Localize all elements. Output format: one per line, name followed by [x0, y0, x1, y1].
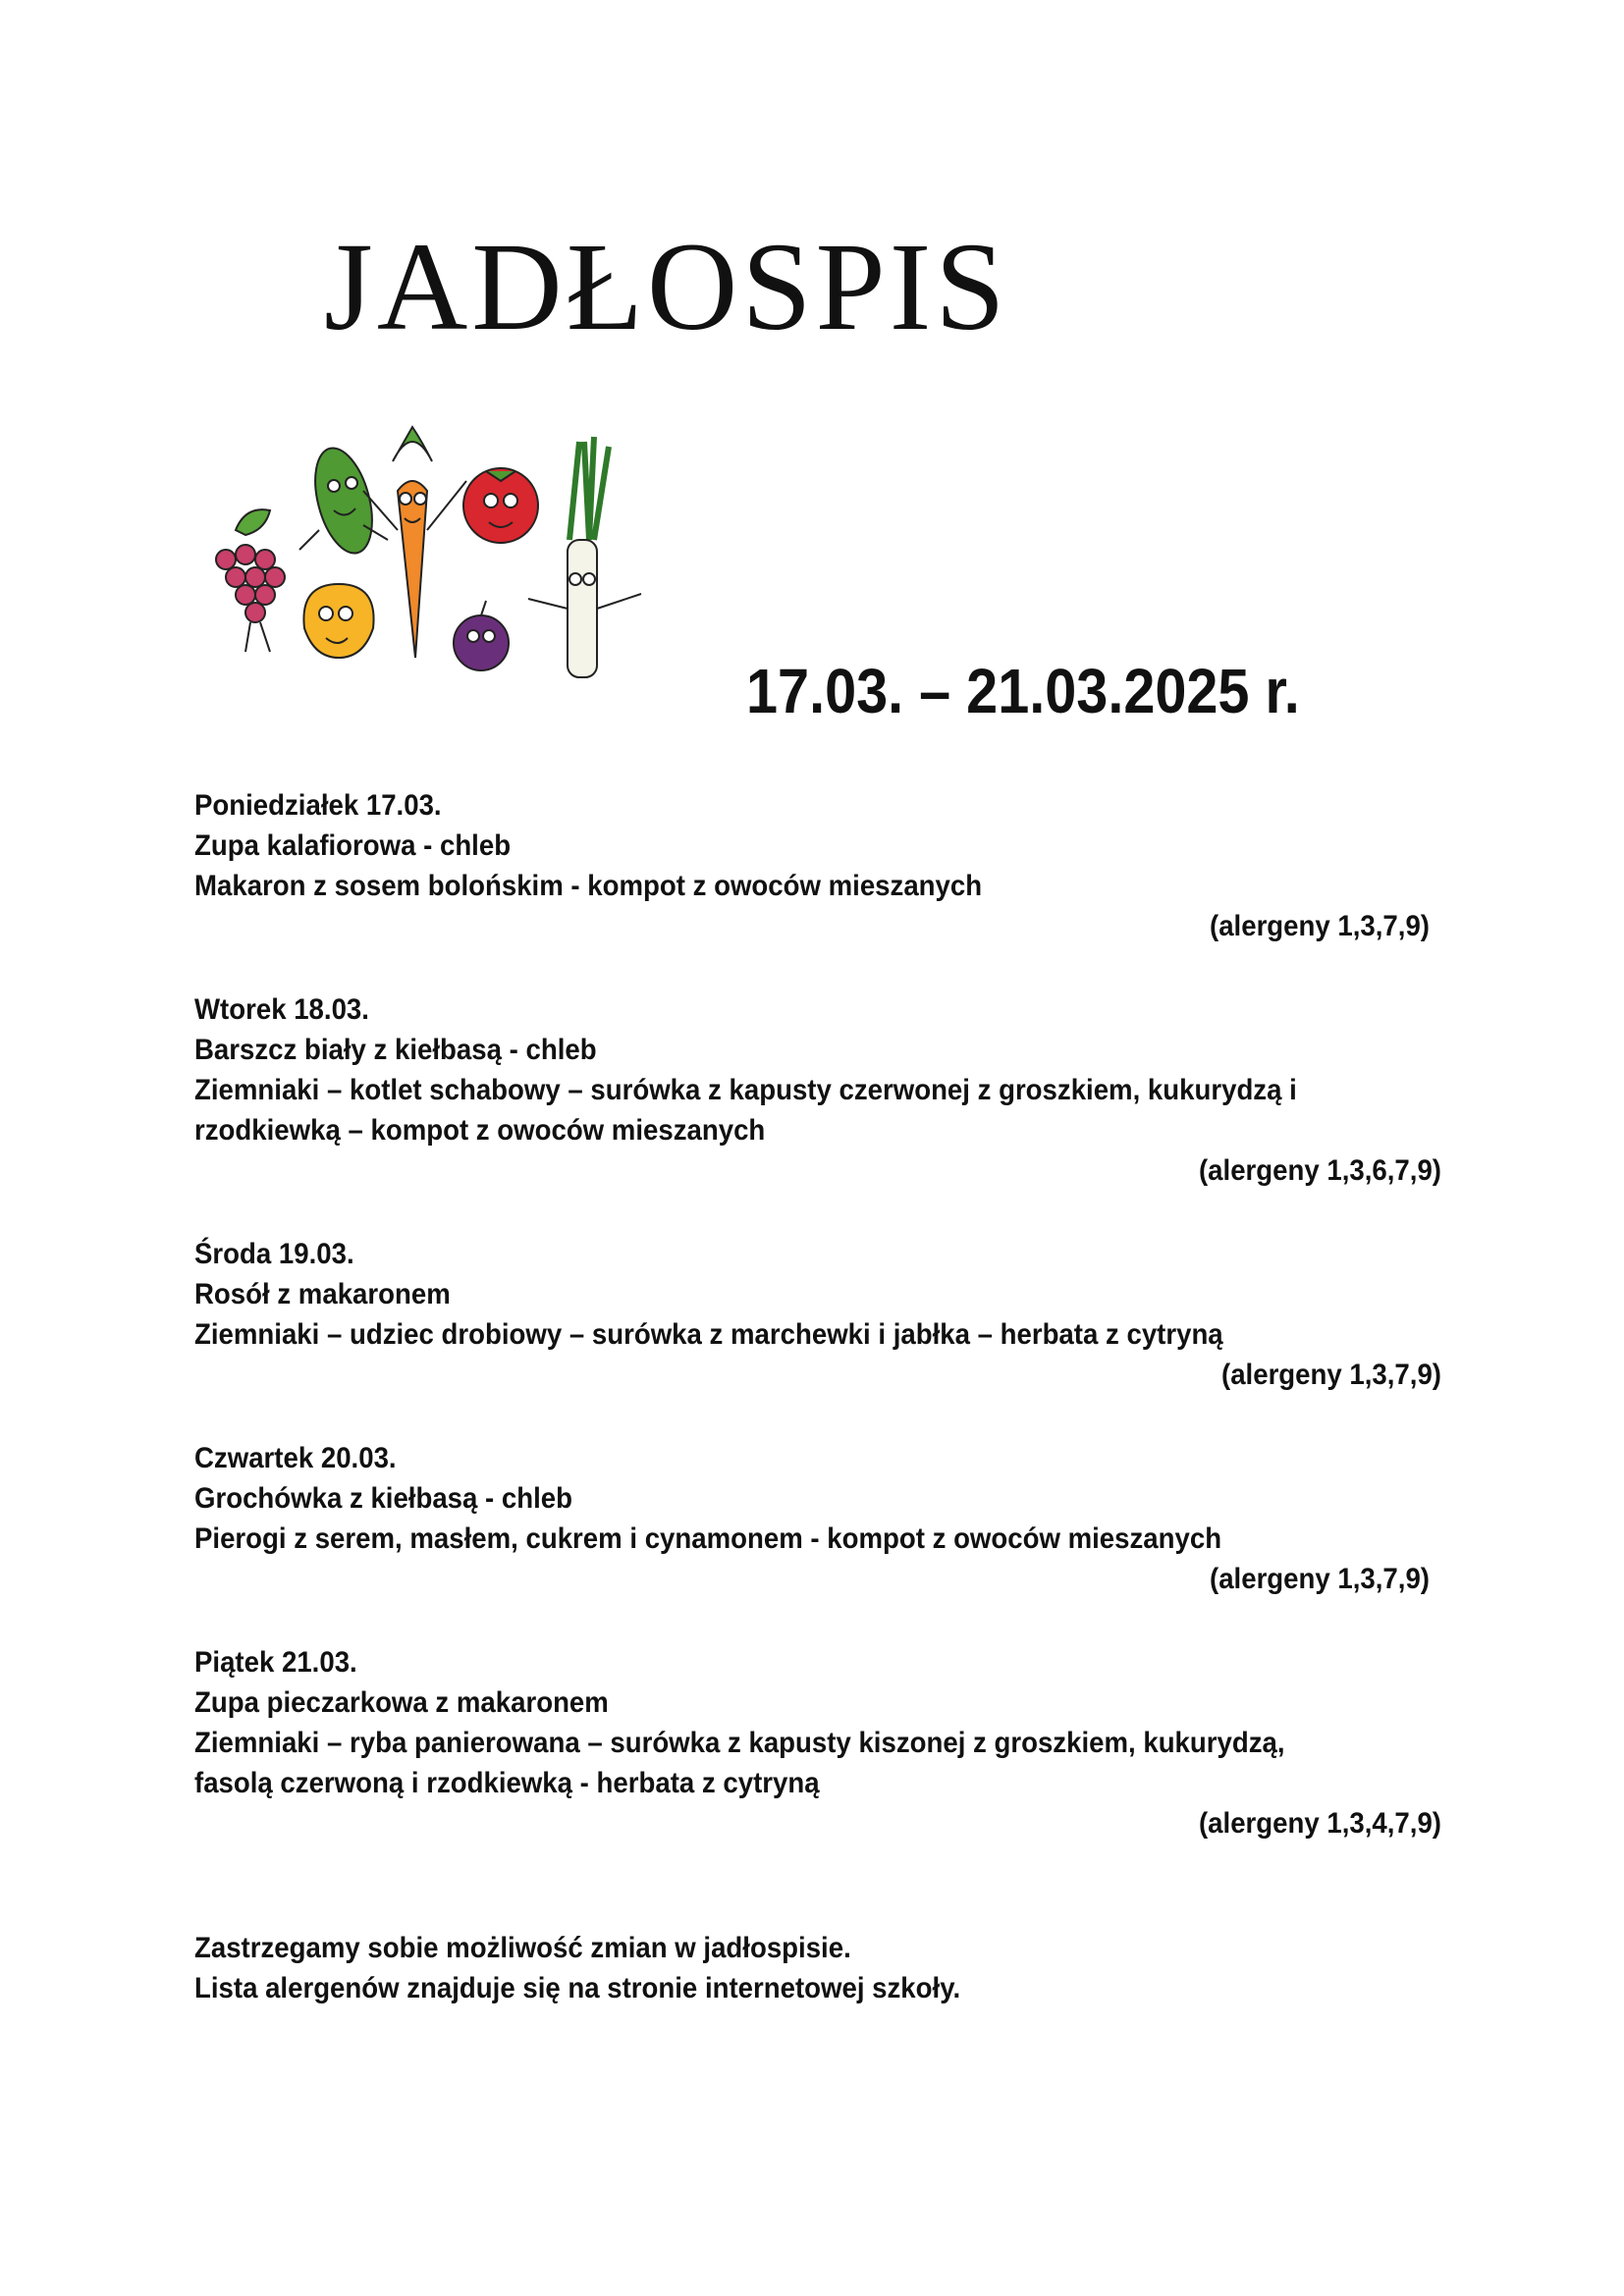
dish-line: rzodkiewką – kompot z owoców mieszanych	[194, 1114, 766, 1147]
allergens-note: (alergeny 1,3,4,7,9)	[1198, 1807, 1441, 1840]
dish-line: Makaron z sosem bolońskim - kompot z owoców mieszanych	[194, 870, 983, 902]
day-header: Czwartek 20.03.	[194, 1442, 397, 1474]
dish-line: Pierogi z serem, masłem, cukrem i cynamonem - kompot z owoców mieszanych	[194, 1522, 1222, 1555]
day-thursday	[194, 1438, 1441, 1599]
allergens-note: (alergeny 1,3,7,9)	[1221, 1359, 1441, 1391]
allergens-note: (alergeny 1,3,7,9)	[1210, 910, 1430, 942]
day-header: Poniedziałek 17.03.	[194, 789, 442, 822]
footer-line: Lista alergenów znajduje się na stronie internetowej szkoły.	[194, 1972, 961, 2004]
dish-line: Zupa kalafiorowa - chleb	[194, 829, 512, 862]
day-header: Piątek 21.03.	[194, 1646, 357, 1679]
allergens-note: (alergeny 1,3,6,7,9)	[1198, 1154, 1441, 1187]
dish-line: Barszcz biały z kiełbasą - chleb	[194, 1034, 597, 1066]
plum-icon	[454, 601, 509, 670]
cucumber-icon	[299, 442, 388, 560]
day-header: Wtorek 18.03.	[194, 993, 369, 1026]
footer-notes	[194, 1928, 1027, 2008]
grapes-icon	[216, 509, 285, 652]
leek-icon	[528, 437, 641, 677]
day-wednesday	[194, 1234, 1441, 1395]
page-title: JADŁOSPIS	[324, 217, 1009, 356]
pepper-icon	[303, 584, 373, 658]
allergens-note: (alergeny 1,3,7,9)	[1210, 1563, 1430, 1595]
day-friday	[194, 1642, 1441, 1843]
day-tuesday	[194, 989, 1441, 1191]
carrot-icon	[363, 427, 466, 658]
dish-line: Ziemniaki – kotlet schabowy – surówka z kapusty czerwonej z groszkiem, kukurydzą i	[194, 1074, 1297, 1106]
weekly-menu	[194, 785, 1441, 1887]
day-monday	[194, 785, 1441, 946]
dish-line: Ziemniaki – ryba panierowana – surówka z kapusty kiszonej z groszkiem, kukurydzą,	[194, 1727, 1285, 1759]
dish-line: Grochówka z kiełbasą - chleb	[194, 1482, 573, 1515]
footer-line: Zastrzegamy sobie możliwość zmian w jadłospisie.	[194, 1932, 851, 1964]
dish-line: Ziemniaki – udziec drobiowy – surówka z marchewki i jabłka – herbata z cytryną	[194, 1318, 1223, 1351]
dancing-vegetables-icon	[196, 422, 687, 726]
dish-line: fasolą czerwoną i rzodkiewką - herbata z cytryną	[194, 1767, 820, 1799]
date-range: 17.03. – 21.03.2025 r.	[746, 656, 1300, 726]
tomato-icon	[463, 468, 538, 543]
dish-line: Rosół z makaronem	[194, 1278, 451, 1310]
dish-line: Zupa pieczarkowa z makaronem	[194, 1686, 609, 1719]
day-header: Środa 19.03.	[194, 1238, 354, 1270]
